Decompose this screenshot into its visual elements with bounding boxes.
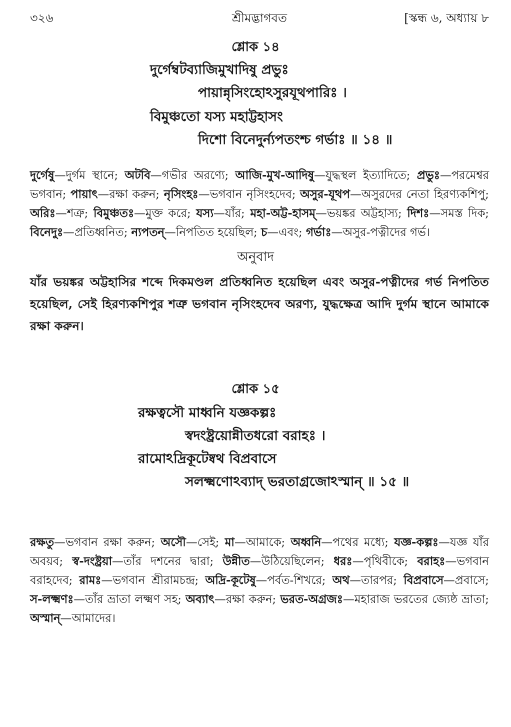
synonym-meaning: —রক্ষা করুন; bbox=[214, 592, 281, 606]
synonym-term: অরিঃ bbox=[30, 206, 56, 220]
page-number: ৩২৬ bbox=[30, 11, 54, 25]
synonym-meaning: —তারপর; bbox=[349, 573, 404, 587]
synonym-meaning: —এবং; bbox=[267, 225, 306, 239]
synonym-term: বিনেদুঃ bbox=[30, 225, 64, 239]
verse-15-line-3: রামোঽদ্রিকূটেষ্বথ বিপ্রবাসে bbox=[138, 451, 277, 467]
synonym-term: রক্ষতু bbox=[30, 535, 55, 549]
synonym-term: পায়াৎ bbox=[70, 187, 98, 201]
synonym-term: আজি-মুখ-আদিষু bbox=[235, 168, 315, 182]
synonym-meaning: —নিপতিত হয়েছিল; bbox=[164, 225, 262, 239]
synonym-meaning: —আমাদের। bbox=[60, 611, 116, 625]
verse-14-line-3: বিমুঞ্চতো যস্য মহাট্টহাসং bbox=[150, 109, 283, 125]
synonym-term: বরাহঃ bbox=[417, 554, 446, 568]
synonym-meaning: —মুক্ত করে; bbox=[134, 206, 197, 220]
synonym-term: অসৌ bbox=[160, 535, 186, 549]
synonym-meaning: —সমস্ত দিক; bbox=[429, 206, 490, 220]
synonym-meaning: —পর্বত-শিখরে; bbox=[255, 573, 333, 587]
synonym-meaning: —গভীর অরণ্যে; bbox=[150, 168, 236, 182]
synonym-term: ধরঃ bbox=[333, 554, 353, 568]
synonym-meaning: —সেই; bbox=[185, 535, 225, 549]
synonym-term: ন্যপতন্ bbox=[131, 225, 165, 239]
synonym-meaning: —শত্রু; bbox=[55, 206, 94, 220]
verse-14-line-2: পায়ান্নৃসিংহোঽসুরযূথপারিঃ । bbox=[198, 85, 347, 101]
synonym-term: মা bbox=[224, 535, 235, 549]
synonym-term: নৃসিংহঃ bbox=[163, 187, 199, 201]
verse-15-line-2: স্বদংষ্ট্রয়োন্নীতধরো বরাহঃ । bbox=[185, 428, 326, 444]
verse-14-translation: যাঁর ভয়ঙ্কর অট্টহাসির শব্দে দিকমণ্ডল প্রতিধ্বনিত হয়েছিল এবং অসুর-পত্নীদের গর্ভ নিপতিত হয়েছিল, সেই হিরণ্যকশিপুর শত্রু ভগবান নৃসিংহদেব অরণ্য, যুদ্ধক্ষেত্র আদি দুর্গম স্থানে আমাকে রক্ষা করুন। bbox=[30, 275, 489, 333]
synonym-term: অথ bbox=[332, 573, 350, 587]
verse-14-line-1: দুর্গেম্বটব্যাজিমুখাদিষু প্রভুঃ bbox=[150, 62, 289, 78]
synonym-term: অদ্রি-কূটেষু bbox=[205, 573, 256, 587]
synonym-meaning: —যাঁর; bbox=[213, 206, 251, 220]
synonym-term: অধ্বনি bbox=[290, 535, 322, 549]
synonym-term: বিপ্রবাসে bbox=[403, 573, 444, 587]
synonym-term: দুর্গেষু bbox=[30, 168, 55, 182]
verse-15-heading: শ্লোক ১৫ bbox=[231, 382, 280, 397]
synonym-meaning: —তাঁর ভ্রাতা লক্ষ্মণ সহ; bbox=[73, 592, 186, 606]
synonym-term: যস্য bbox=[196, 206, 214, 220]
synonym-meaning: —ভয়ঙ্কর অট্টহাস্য; bbox=[315, 206, 408, 220]
synonym-term: চ bbox=[261, 225, 268, 239]
section-reference: [স্কন্ধ ৬, অধ্যায় ৮ bbox=[404, 11, 489, 25]
synonym-meaning: —ভগবান শ্রীরামচন্দ্র; bbox=[101, 573, 206, 587]
synonym-meaning: —পথের মধ্যে; bbox=[321, 535, 395, 549]
synonym-term: প্রভুঃ bbox=[416, 168, 440, 182]
synonym-term: রামঃ bbox=[79, 573, 102, 587]
synonym-meaning: —ভগবান রক্ষা করুন; bbox=[54, 535, 161, 549]
synonym-term: অটবি bbox=[124, 168, 151, 182]
synonym-meaning: —প্রতিধ্বনিত; bbox=[63, 225, 132, 239]
synonym-meaning: —আমাকে; bbox=[234, 535, 291, 549]
synonym-meaning: —প্রবাসে; bbox=[443, 573, 489, 587]
synonym-meaning: —পৃথিবীকে; bbox=[352, 554, 418, 568]
synonym-term: স্ব-দংষ্ট্রয়া bbox=[72, 554, 113, 568]
verse-15-line-1: রক্ষত্বসৌ মাধ্বনি যজ্ঞকল্পঃ bbox=[138, 405, 277, 421]
synonym-meaning: —উঠিয়েছিলেন; bbox=[249, 554, 334, 568]
synonym-meaning: —দুর্গম স্থানে; bbox=[54, 168, 125, 182]
synonym-term: স-লক্ষ্মণঃ bbox=[30, 592, 74, 606]
synonym-term: অব্যাৎ bbox=[185, 592, 215, 606]
synonym-meaning: —যজ্ঞ যাঁর অবয়ব; bbox=[30, 535, 489, 568]
synonym-meaning: —অসুরদের নেতা হিরণ্যকশিপু; bbox=[350, 187, 490, 201]
synonym-meaning: —যুদ্ধস্থল ইত্যাদিতে; bbox=[314, 168, 417, 182]
verse-15-synonyms bbox=[30, 533, 489, 628]
synonym-meaning: —ভগবান নৃসিংহদেব; bbox=[198, 187, 300, 201]
book-title: শ্রীমদ্ভাগবত bbox=[231, 11, 287, 25]
synonym-term: অস্মান্ bbox=[30, 611, 61, 625]
synonym-meaning: —অসুর-পত্নীদের গর্ভ। bbox=[331, 225, 430, 239]
synonym-term: বিমুঞ্চতঃ bbox=[93, 206, 135, 220]
synonym-meaning: —ভগবান বরাহদেব; bbox=[30, 554, 489, 587]
verse-14-line-4: দিশো বিনেদুর্ন্যপতংশ্চ গর্ভাঃ ॥ ১৪ ॥ bbox=[198, 132, 393, 148]
synonym-meaning: —মহারাজ ভরতের জ্যেষ্ঠ ভ্রাতা; bbox=[342, 592, 489, 606]
synonym-term: দিশঃ bbox=[407, 206, 430, 220]
verse-15-line-4: সলক্ষ্মণোঽব্যাদ্ ভরতাগ্রজোঽস্মান্ ॥ ১৫ ॥ bbox=[185, 474, 410, 490]
synonym-meaning: —পরমেশ্বর ভগবান; bbox=[30, 168, 489, 201]
synonym-term: মহা-অট্ট-হাসম্ bbox=[250, 206, 316, 220]
synonym-term: গর্ভাঃ bbox=[305, 225, 332, 239]
running-header bbox=[30, 10, 489, 30]
verse-14-heading: শ্লোক ১৪ bbox=[231, 40, 280, 55]
verse-14-synonyms bbox=[30, 166, 489, 242]
synonym-term: যজ্ঞ-কল্পঃ bbox=[394, 535, 439, 549]
synonym-term: উন্নীত bbox=[222, 554, 250, 568]
synonym-meaning: —রক্ষা করুন; bbox=[97, 187, 164, 201]
translation-heading: অনুবাদ bbox=[237, 250, 274, 265]
synonym-term: ভরত-অগ্রজঃ bbox=[280, 592, 343, 606]
synonym-term: অসুর-যূথপ bbox=[299, 187, 351, 201]
synonym-meaning: —তাঁর দশনের দ্বারা; bbox=[112, 554, 223, 568]
